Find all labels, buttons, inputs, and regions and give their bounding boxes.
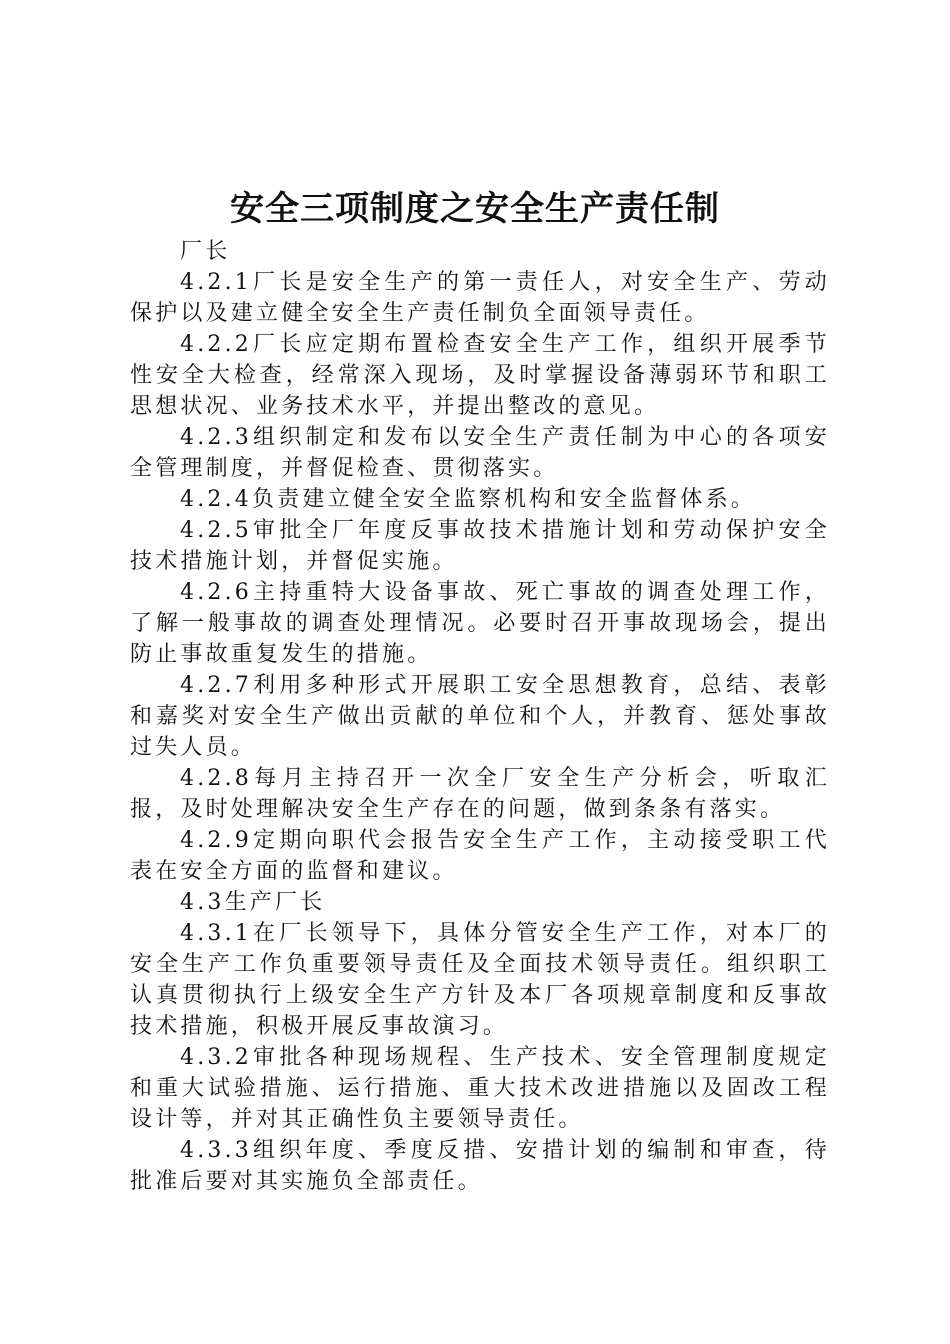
clause-4-2-9: 4.2.9定期向职代会报告安全生产工作，主动接受职工代表在安全方面的监督和建议。 xyxy=(130,828,830,884)
clause-4-2-1: 4.2.1厂长是安全生产的第一责任人，对安全生产、劳动保护以及建立健全安全生产责任制负全面领导责任。 xyxy=(130,270,830,326)
document-title: 安全三项制度之安全生产责任制 xyxy=(230,189,720,229)
clause-4-2-4: 4.2.4负责建立健全安全监察机构和安全监督体系。 xyxy=(180,487,756,512)
section-heading-4-3: 4.3生产厂长 xyxy=(180,890,326,915)
clause-4-3-3: 4.3.3组织年度、季度反措、安措计划的编制和审查，待批准后要对其实施负全部责任。 xyxy=(130,1138,830,1194)
clause-4-3-2: 4.3.2审批各种现场规程、生产技术、安全管理制度规定和重大试验措施、运行措施、重大技术改进措施以及固改工程设计等，并对其正确性负主要领导责任。 xyxy=(130,1045,830,1132)
clause-4-2-3: 4.2.3组织制定和发布以安全生产责任制为中心的各项安全管理制度，并督促检查、贯彻落实。 xyxy=(130,425,830,481)
clause-4-2-7: 4.2.7利用多种形式开展职工安全思想教育，总结、表彰和嘉奖对安全生产做出贡献的单位和个人，并教育、惩处事故过失人员。 xyxy=(130,673,830,760)
clause-4-2-8: 4.2.8每月主持召开一次全厂安全生产分析会，听取汇报，及时处理解决安全生产存在的问题，做到条条有落实。 xyxy=(130,766,830,822)
clause-4-2-5: 4.2.5审批全厂年度反事故技术措施计划和劳动保护安全技术措施计划，并督促实施。 xyxy=(130,518,830,574)
section-heading-factory-director: 厂长 xyxy=(180,239,231,264)
clause-4-3-1: 4.3.1在厂长领导下，具体分管安全生产工作，对本厂的安全生产工作负重要领导责任及全面技术领导责任。组织职工认真贯彻执行上级安全生产方针及本厂各项规章制度和反事故技术措施，积极开展反事故演习。 xyxy=(130,921,830,1039)
document-body xyxy=(130,236,830,1197)
clause-4-2-6: 4.2.6主持重特大设备事故、死亡事故的调查处理工作，了解一般事故的调查处理情况。必要时召开事故现场会，提出防止事故重复发生的措施。 xyxy=(130,580,830,667)
clause-4-2-2: 4.2.2厂长应定期布置检查安全生产工作，组织开展季节性安全大检查，经常深入现场，及时掌握设备薄弱环节和职工思想状况、业务技术水平，并提出整改的意见。 xyxy=(130,332,830,419)
